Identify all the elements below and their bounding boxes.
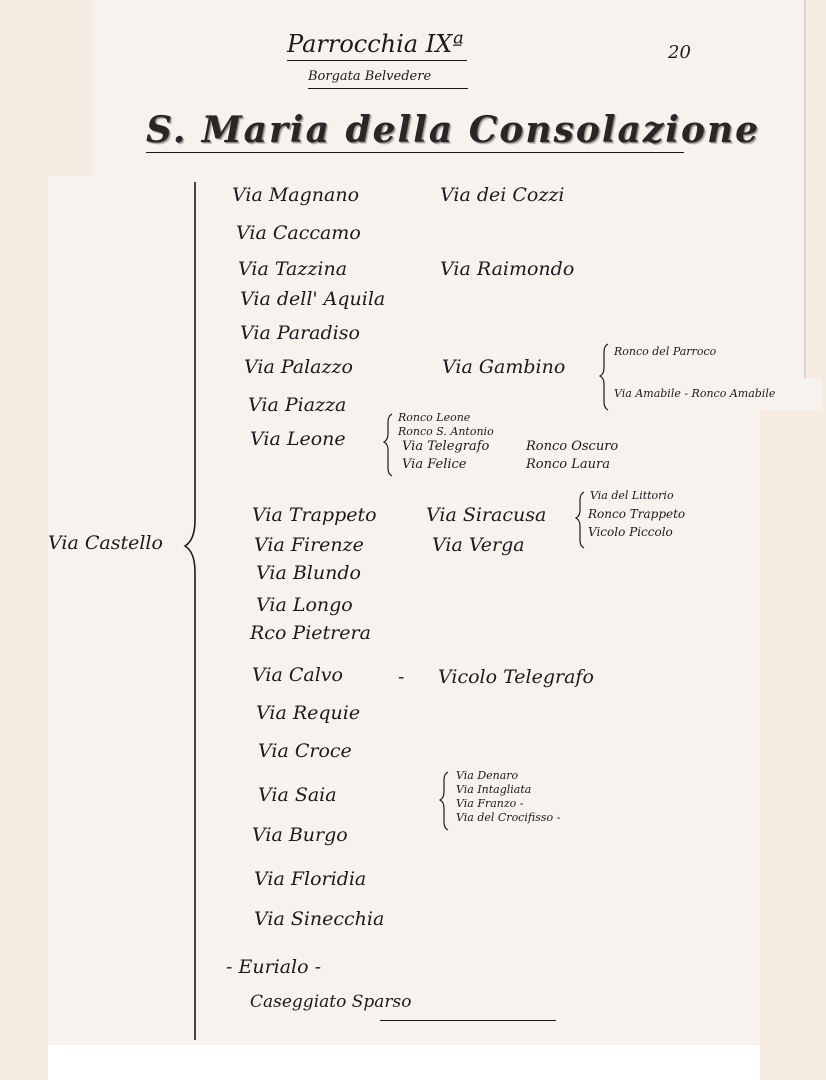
street-label: Via Croce xyxy=(258,740,352,762)
street-label: Via Saia xyxy=(258,784,337,806)
side-street-label: Ronco Oscuro xyxy=(526,439,619,454)
side-street-label: Via del Littorio xyxy=(590,489,674,502)
main-street-label: Via Castello xyxy=(48,532,163,554)
street-label: - Eurialo - xyxy=(226,956,322,978)
side-street-label: Via Franzo - xyxy=(456,797,524,810)
street-label: Via Raimondo xyxy=(440,258,575,280)
street-label: Via Verga xyxy=(432,534,525,556)
side-street-label: Ronco del Parroco xyxy=(614,345,717,358)
side-street-label: Via Denaro xyxy=(456,769,519,782)
parish-heading: Parrocchia IXª xyxy=(287,30,464,58)
street-label: Via Palazzo xyxy=(244,356,353,378)
street-label: Via Leone xyxy=(250,428,346,450)
side-street-label: Ronco Leone xyxy=(398,411,471,424)
side-street-label: Via del Crocifisso - xyxy=(456,811,561,824)
street-label: Via Gambino xyxy=(442,356,566,378)
street-label: Rco Pietrera xyxy=(250,622,371,644)
street-label: Via Caccamo xyxy=(236,222,361,244)
street-label: Caseggiato Sparso xyxy=(250,992,412,1012)
street-label: Via Burgo xyxy=(252,824,348,846)
street-label: Via Tazzina xyxy=(238,258,348,280)
page-number: 20 xyxy=(668,42,691,63)
suburb-heading: Borgata Belvedere xyxy=(308,69,432,84)
street-label: Via Magnano xyxy=(232,184,360,206)
street-label: Via Paradiso xyxy=(240,322,360,344)
side-street-label: Ronco S. Antonio xyxy=(398,425,494,438)
closing-rule xyxy=(380,1020,556,1021)
street-label: Via dei Cozzi xyxy=(440,184,565,206)
street-label: Via Longo xyxy=(256,594,353,616)
page-title: S. Maria della Consolazione xyxy=(146,109,761,151)
side-street-label: Ronco Trappeto xyxy=(588,507,686,521)
side-street-label: Ronco Laura xyxy=(526,457,610,472)
side-street-label: Via Telegrafo xyxy=(402,439,490,454)
street-label: Via Requie xyxy=(256,702,361,724)
side-street-label: Vicolo Piccolo xyxy=(588,525,673,539)
side-street-label: Via Felice xyxy=(402,457,467,472)
street-label: Via Floridia xyxy=(254,868,367,890)
street-label: Via Piazza xyxy=(248,394,347,416)
street-label: Via Firenze xyxy=(254,534,364,556)
street-label: Via Calvo xyxy=(252,664,343,686)
street-label: Vicolo Telegrafo xyxy=(438,666,594,688)
street-label: Via dell' Aquila xyxy=(240,288,386,310)
street-label: Via Trappeto xyxy=(252,504,377,526)
side-street-label: Via Amabile - Ronco Amabile xyxy=(614,387,776,400)
street-label: Via Sinecchia xyxy=(254,908,385,930)
dash-separator: - xyxy=(398,666,405,688)
street-label: Via Siracusa xyxy=(426,504,547,526)
side-street-label: Via Intagliata xyxy=(456,783,532,796)
street-label: Via Blundo xyxy=(256,562,361,584)
